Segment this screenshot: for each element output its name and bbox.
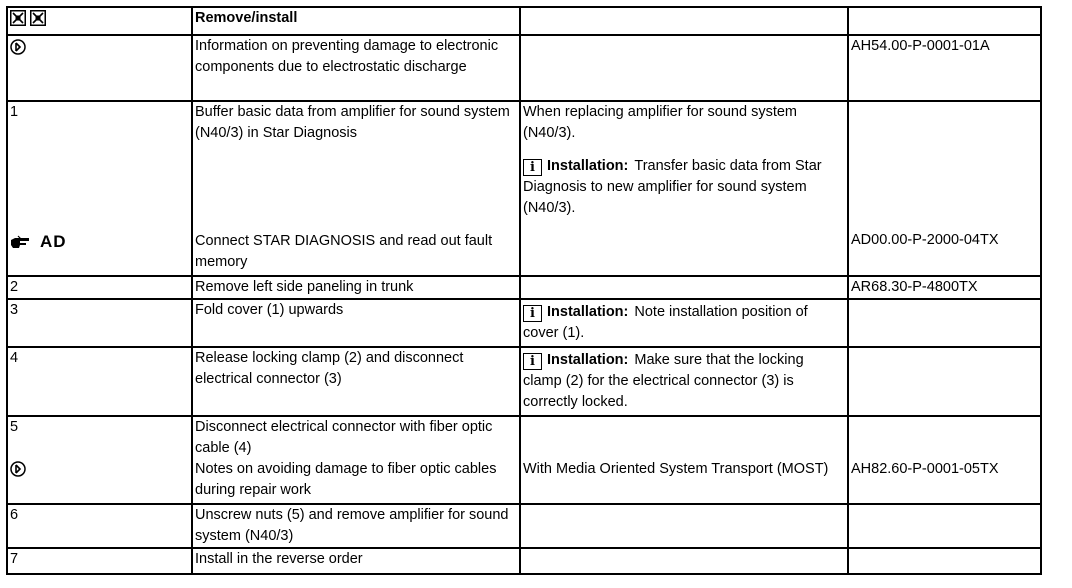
- step-text: Disconnect electrical connector with fiber optic cable (4): [195, 419, 493, 456]
- installation-text: Note installation position of cover (1).: [523, 304, 808, 341]
- header-empty-cell: [520, 7, 848, 35]
- reference-link[interactable]: AD00.00-P-2000-04TX: [851, 232, 999, 248]
- step-number: 1: [10, 104, 19, 120]
- step-text: Connect STAR DIAGNOSIS and read out fault memory: [195, 233, 493, 270]
- installation-text: Make sure that the locking clamp (2) for the electrical connector (3) is correctly locked.: [523, 352, 804, 410]
- info-icon: i: [523, 353, 542, 370]
- notes-cell: [520, 416, 848, 504]
- tool-icon: [10, 10, 26, 26]
- note-text: With Media Oriented System Transport (MOST): [523, 461, 829, 477]
- notes-cell: [520, 276, 848, 299]
- step-text-cell: [192, 101, 520, 276]
- reference-cell: [848, 416, 1041, 504]
- info-icon: i: [523, 159, 542, 176]
- step-text: Information on preventing damage to electronic components due to electrostatic discharge: [192, 35, 520, 101]
- installation-label: Installation:: [547, 352, 629, 368]
- step-cell: [7, 101, 192, 276]
- reference-link[interactable]: AH54.00-P-0001-01A: [848, 35, 1041, 101]
- step-cell: [7, 416, 192, 504]
- installation-label: Installation:: [547, 158, 629, 174]
- step-number: 5: [10, 419, 19, 435]
- notes-cell: [520, 504, 848, 548]
- pointing-hand-icon: [10, 234, 38, 250]
- step-text: Buffer basic data from amplifier for sound system (N40/3) in Star Diagnosis: [195, 104, 510, 141]
- table-row: [7, 101, 1041, 276]
- installation-text: Transfer basic data from Star Diagnosis to new amplifier for sound system (N40/3).: [523, 158, 822, 216]
- step-text: Release locking clamp (2) and disconnect electrical connector (3): [192, 347, 520, 416]
- table-row: [7, 548, 1041, 574]
- reference-link[interactable]: [848, 548, 1041, 574]
- step-number: 6: [7, 504, 192, 548]
- reference-link[interactable]: [848, 347, 1041, 416]
- note-text: When replacing amplifier for sound system (N40/3).: [523, 104, 798, 141]
- installation-note: [520, 347, 848, 416]
- installation-label: Installation:: [547, 304, 629, 320]
- header-title: Remove/install: [192, 7, 520, 35]
- installation-note: [520, 299, 848, 347]
- step-number: 3: [7, 299, 192, 347]
- table-row: [7, 299, 1041, 347]
- table-row: [7, 35, 1041, 101]
- table-row: [7, 347, 1041, 416]
- step-number: 2: [7, 276, 192, 299]
- ad-label: AD: [40, 232, 67, 251]
- step-number: 7: [7, 548, 192, 574]
- pointing-hand-group: [10, 231, 189, 252]
- reference-cell: [848, 101, 1041, 276]
- notes-cell: [520, 548, 848, 574]
- step-text-cell: [192, 416, 520, 504]
- notes-cell: [520, 101, 848, 276]
- tool-icon: [30, 10, 46, 26]
- reference-link[interactable]: [848, 504, 1041, 548]
- installation-note: [523, 156, 845, 219]
- header-icons-cell: [7, 7, 192, 35]
- note-icon: [10, 461, 26, 477]
- table-row: [7, 504, 1041, 548]
- procedure-table: [6, 6, 1042, 575]
- table-header-row: [7, 7, 1041, 35]
- reference-link[interactable]: AR68.30-P-4800TX: [848, 276, 1041, 299]
- step-text: Fold cover (1) upwards: [192, 299, 520, 347]
- step-text: Notes on avoiding damage to fiber optic cables during repair work: [195, 461, 497, 498]
- table-row: [7, 416, 1041, 504]
- note-icon: [10, 39, 26, 55]
- info-icon: i: [523, 305, 542, 322]
- reference-link[interactable]: AH82.60-P-0001-05TX: [851, 461, 999, 477]
- notes-cell: [520, 35, 848, 101]
- step-cell: [7, 35, 192, 101]
- reference-link[interactable]: [848, 299, 1041, 347]
- table-row: [7, 276, 1041, 299]
- header-empty-cell: [848, 7, 1041, 35]
- step-number: 4: [7, 347, 192, 416]
- step-text: Install in the reverse order: [192, 548, 520, 574]
- step-text: Unscrew nuts (5) and remove amplifier for sound system (N40/3): [192, 504, 520, 548]
- step-text: Remove left side paneling in trunk: [192, 276, 520, 299]
